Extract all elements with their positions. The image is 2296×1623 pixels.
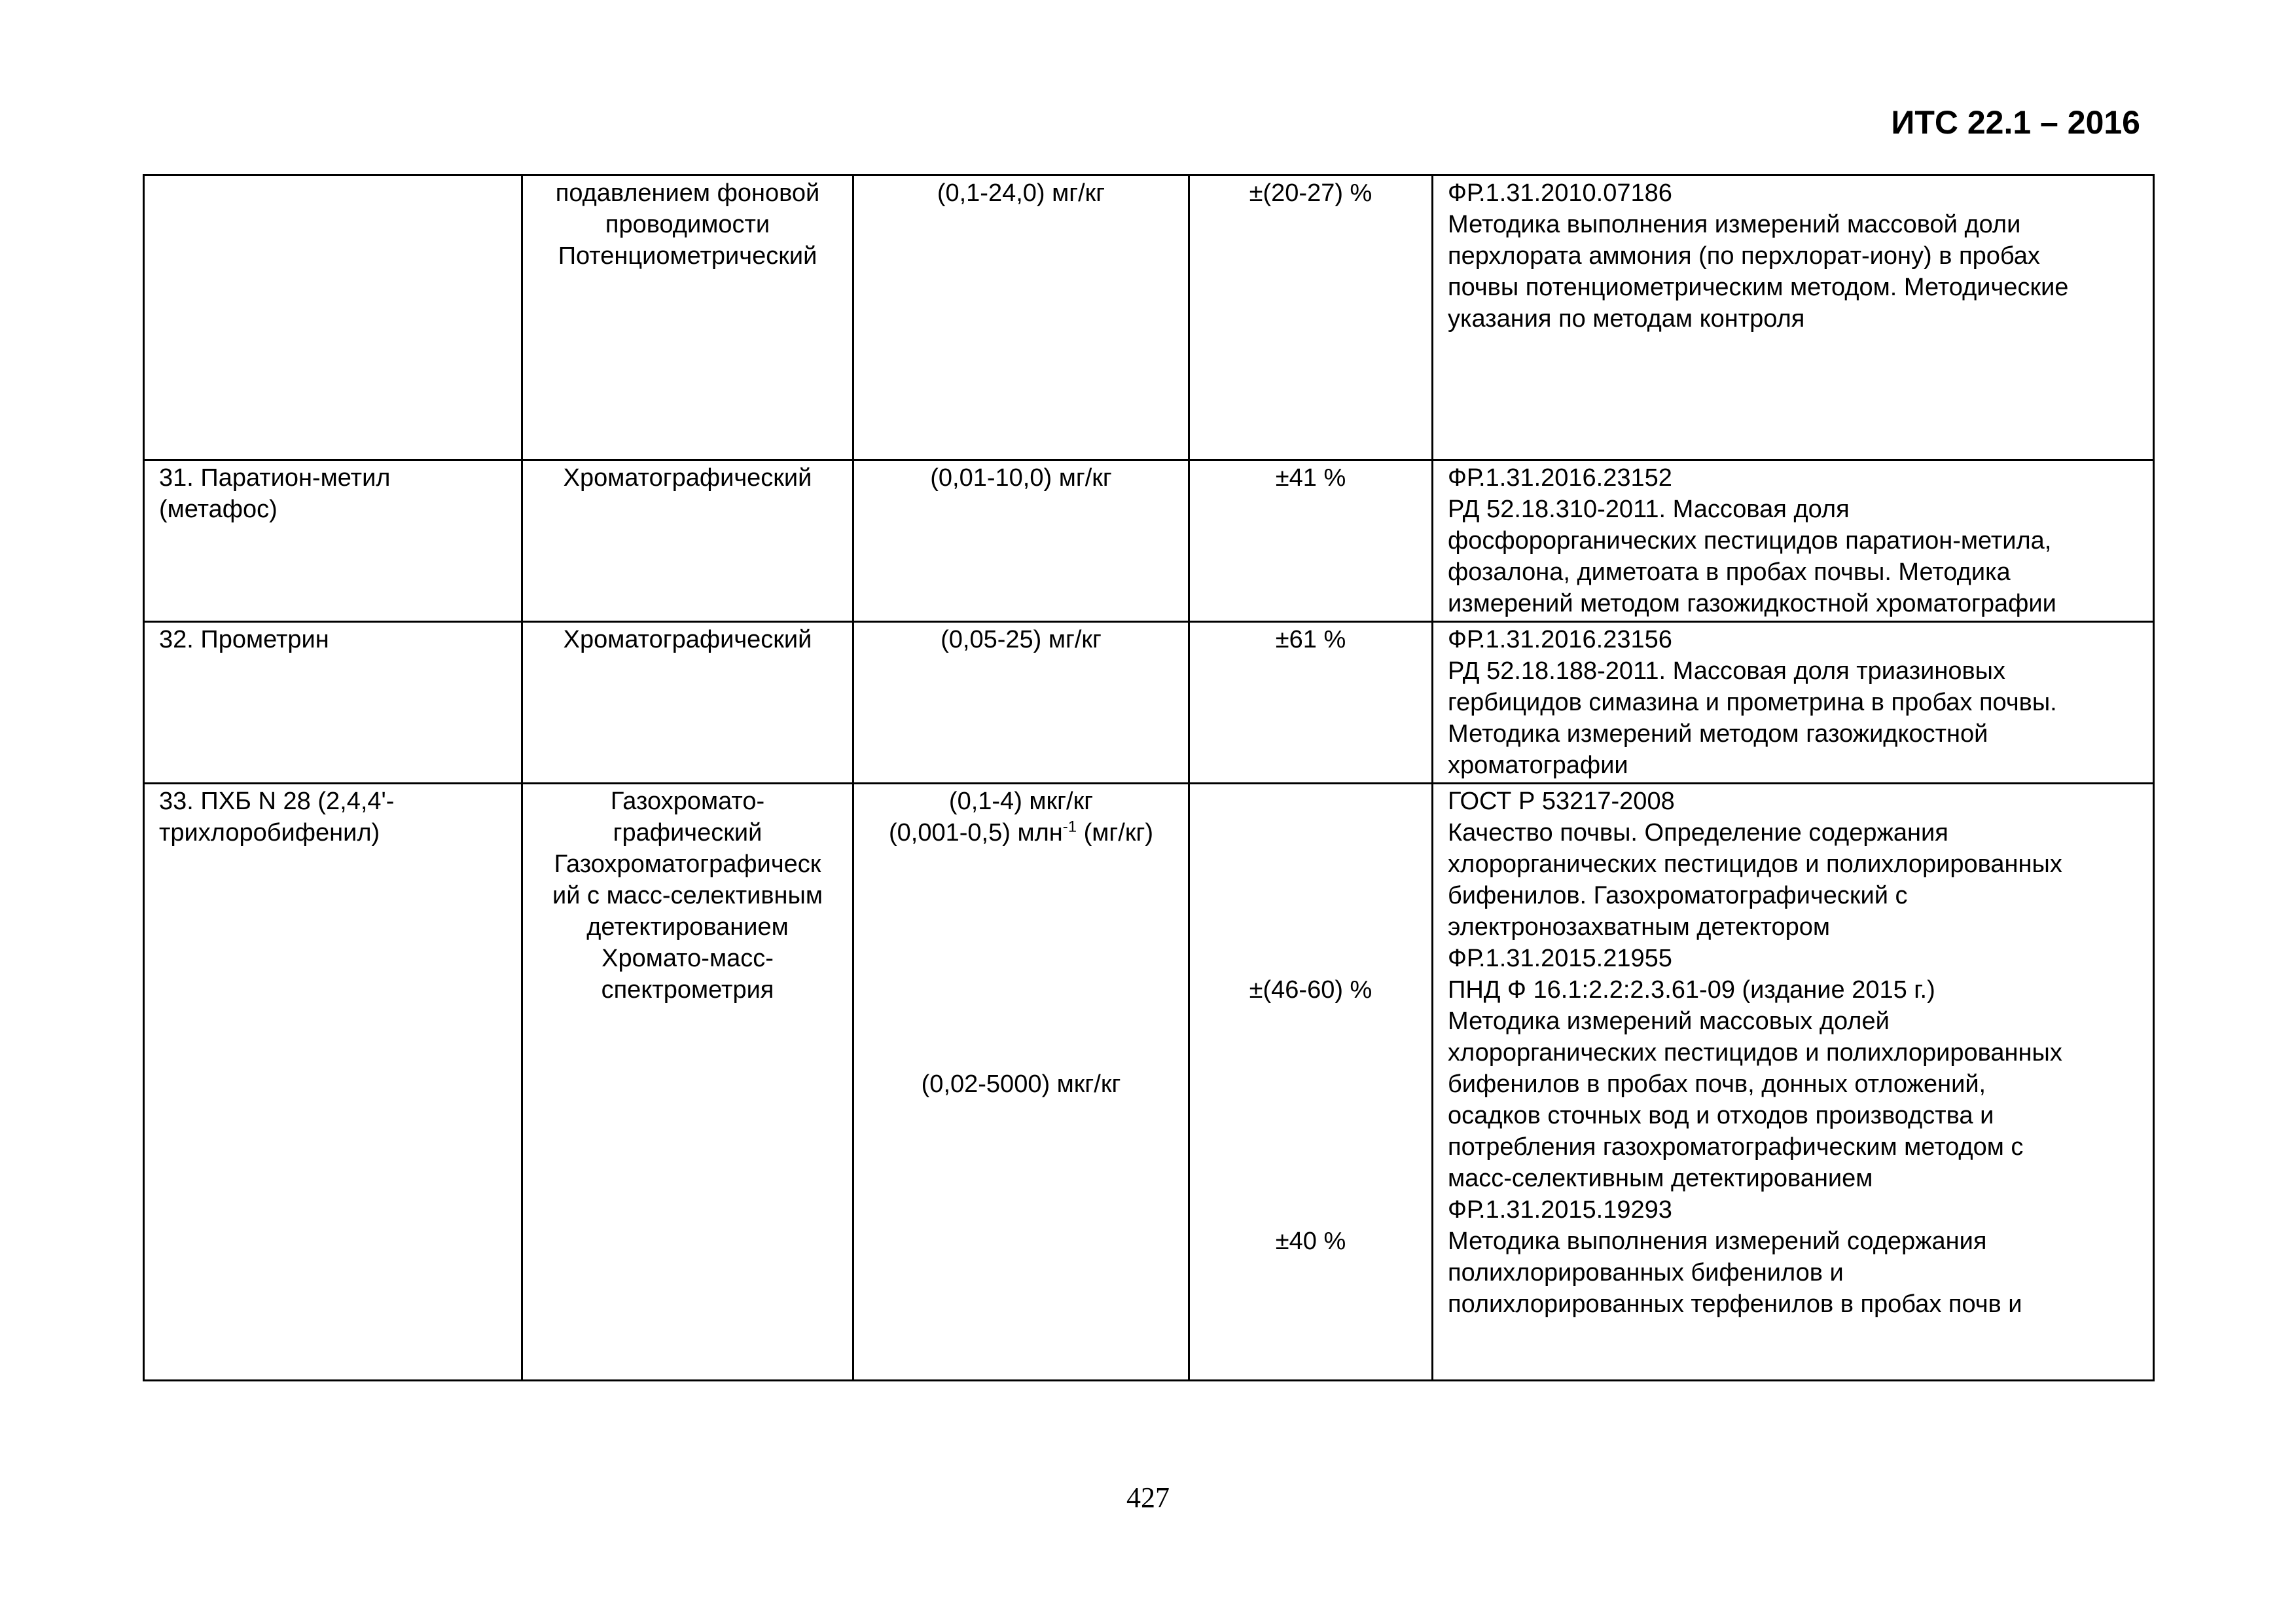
document-text: электронозахватным детектором (1448, 913, 1830, 941)
substance-text: 33. ПХБ N 28 (2,4,4'- (159, 788, 395, 815)
method-text: спектрометрия (601, 976, 774, 1004)
table-row (144, 622, 2154, 784)
substance-cell (144, 784, 522, 1381)
document-text: ФР.1.31.2015.19293 (1448, 1196, 1672, 1224)
range-text: (0,05-25) мг/кг (941, 626, 1102, 653)
document-text: хлорорганических пестицидов и полихлорированных (1448, 1039, 2062, 1067)
error-text: ±(20-27) % (1249, 179, 1372, 207)
range-text (869, 817, 1174, 848)
method-cell (522, 622, 853, 784)
error-cell (1189, 175, 1433, 460)
document-text: почвы потенциометрическим методом. Методические (1448, 274, 2069, 301)
document-cell (1433, 784, 2154, 1381)
method-text: графический (613, 819, 762, 847)
substance-text: трихлоробифенил) (159, 819, 380, 847)
method-text: ий с масс-селективным (552, 882, 823, 909)
document-text: масс-селективным детектированием (1448, 1165, 1873, 1192)
document-text: полихлорированных бифенилов и (1448, 1259, 1844, 1286)
document-text: указания по методам контроля (1448, 305, 1805, 333)
substance-cell (144, 175, 522, 460)
error-text: ±61 % (1275, 626, 1346, 653)
document-text: ФР.1.31.2010.07186 (1448, 179, 1672, 207)
document-text: ФР.1.31.2016.23156 (1448, 626, 1672, 653)
table-row (144, 784, 2154, 1381)
table-row (144, 175, 2154, 460)
document-text: ФР.1.31.2016.23152 (1448, 464, 1672, 492)
method-text: проводимости (605, 211, 770, 238)
document-text: Методика выполнения измерений содержания (1448, 1228, 1987, 1255)
document-text: РД 52.18.310-2011. Массовая доля (1448, 496, 1850, 523)
document-cell (1433, 175, 2154, 460)
document-text: гербицидов симазина и прометрина в пробах почвы. (1448, 689, 2057, 716)
method-text: Газохромато- (610, 788, 765, 815)
document-text: Методика измерений массовых долей (1448, 1008, 1890, 1035)
error-text: ±(46-60) % (1249, 976, 1372, 1004)
error-text: ±41 % (1275, 464, 1346, 492)
error-cell (1189, 460, 1433, 622)
range-text: (0,1-4) мкг/кг (948, 788, 1094, 815)
method-text: Хроматографический (563, 464, 812, 492)
method-text: подавлением фоновой (555, 179, 820, 207)
method-cell (522, 460, 853, 622)
substance-text: (метафос) (159, 496, 278, 523)
method-text: Потенциометрический (558, 242, 817, 270)
document-text: ГОСТ Р 53217-2008 (1448, 788, 1675, 815)
document-text: бифенилов в пробах почв, донных отложений, (1448, 1070, 1986, 1098)
error-cell (1189, 622, 1433, 784)
range-cell (853, 784, 1189, 1381)
method-cell (522, 175, 853, 460)
document-text: бифенилов. Газохроматографический с (1448, 882, 1908, 909)
document-cell (1433, 622, 2154, 784)
document-text: потребления газохроматографическим методом с (1448, 1133, 2024, 1161)
substance-cell (144, 622, 522, 784)
error-text: ±40 % (1275, 1228, 1346, 1255)
document-text: Методика выполнения измерений массовой доли (1448, 211, 2021, 238)
page-number: 427 (1126, 1482, 1170, 1514)
range-text: (0,02-5000) мкг/кг (921, 1070, 1121, 1098)
range-cell (853, 175, 1189, 460)
range-text-main: (0,001-0,5) млн (889, 819, 1063, 847)
document-text: ПНД Ф 16.1:2.2:2.3.61-09 (издание 2015 г.) (1448, 976, 1935, 1004)
document-text: Методика измерений методом газожидкостной (1448, 720, 1988, 748)
range-text: (0,01-10,0) мг/кг (930, 464, 1112, 492)
document-text: осадков сточных вод и отходов производства и (1448, 1102, 1994, 1129)
substance-cell (144, 460, 522, 622)
document-code-header: ИТС 22.1 – 2016 (1891, 104, 2140, 141)
range-text-unit: (мг/кг) (1077, 819, 1153, 847)
document-text: ФР.1.31.2015.21955 (1448, 945, 1672, 972)
method-cell (522, 784, 853, 1381)
document-text: полихлорированных терфенилов в пробах почв и (1448, 1290, 2022, 1318)
table-row (144, 460, 2154, 622)
method-text: Хромато-масс- (601, 945, 774, 972)
document-text: перхлората аммония (по перхлорат-иону) в пробах (1448, 242, 2040, 270)
error-cell (1189, 784, 1433, 1381)
methods-table (143, 174, 2155, 1381)
range-superscript: -1 (1062, 818, 1077, 836)
document-text: хлорорганических пестицидов и полихлорированных (1448, 850, 2062, 878)
document-text: хроматографии (1448, 752, 1628, 779)
range-cell (853, 460, 1189, 622)
range-cell (853, 622, 1189, 784)
range-text: (0,1-24,0) мг/кг (937, 179, 1105, 207)
document-text: Качество почвы. Определение содержания (1448, 819, 1948, 847)
method-text: Хроматографический (563, 626, 812, 653)
substance-text: 31. Паратион-метил (159, 464, 391, 492)
document-text: фосфорорганических пестицидов паратион-метила, (1448, 527, 2052, 555)
document-text: измерений методом газожидкостной хроматографии (1448, 590, 2056, 617)
method-text: детектированием (586, 913, 789, 941)
document-text: РД 52.18.188-2011. Массовая доля триазиновых (1448, 657, 2005, 685)
document-cell (1433, 460, 2154, 622)
document-text: фозалона, диметоата в пробах почвы. Методика (1448, 558, 2011, 586)
method-text: Газохроматографическ (554, 850, 821, 878)
substance-text: 32. Прометрин (159, 626, 329, 653)
